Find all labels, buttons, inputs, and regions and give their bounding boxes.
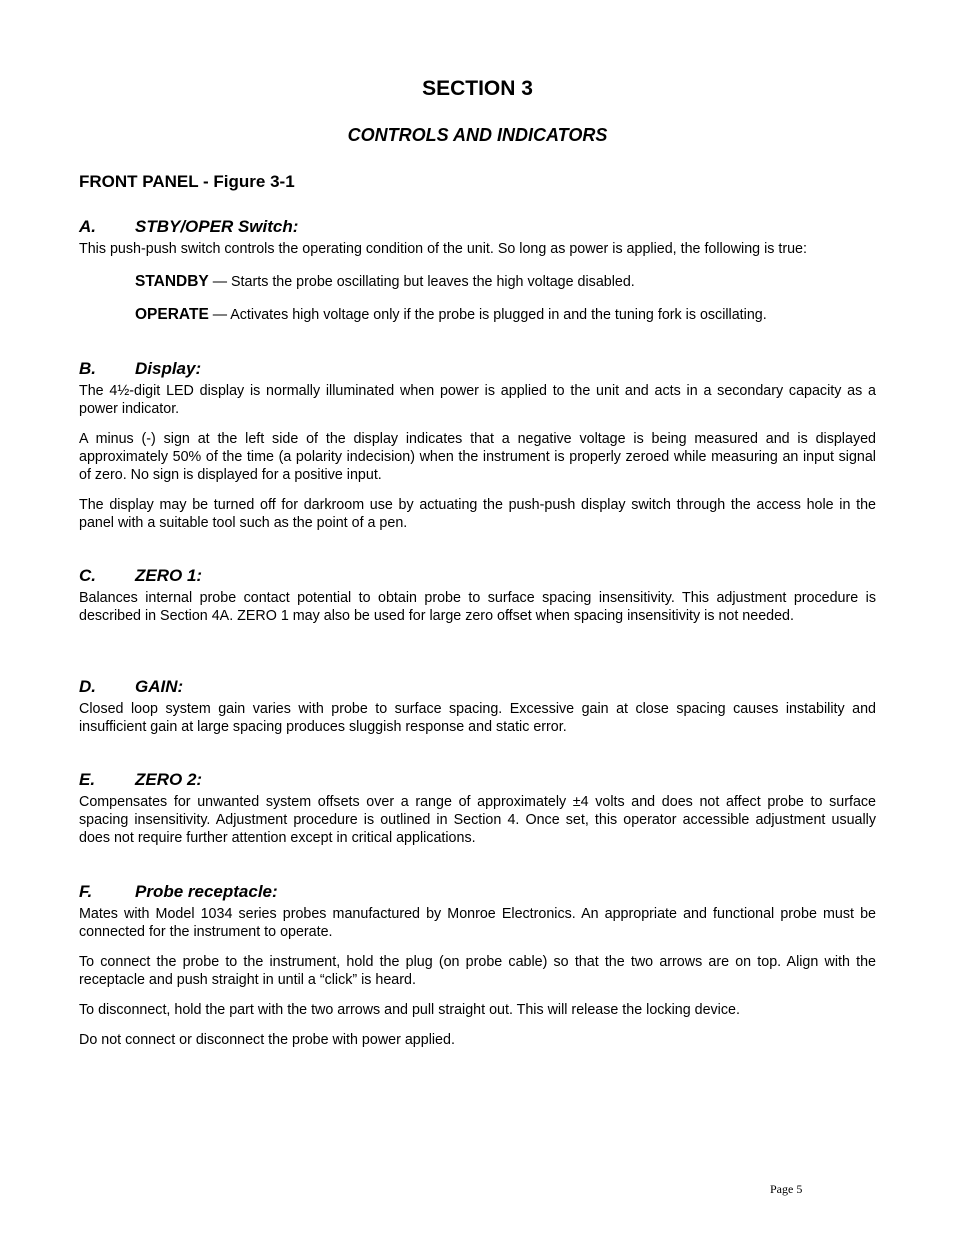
section-e [79, 769, 876, 859]
paragraph: Balances internal probe contact potential to obtain probe to surface spacing insensitivity. This adjustment procedure is described in Section 4A. ZERO 1 may also be used for large zero offset when spacing insensitivity is not needed. [79, 590, 876, 624]
section-letter: F. [79, 882, 93, 901]
paragraph: To disconnect, hold the part with the two arrows and pull straight out. This will release the locking device. [79, 1002, 740, 1018]
paragraph: To connect the probe to the instrument, hold the plug (on probe cable) so that the two arrows are on top. Align with the receptacle and push straight in until a “click” is heard. [79, 954, 876, 988]
section-c [79, 565, 876, 637]
mode-standby [135, 273, 876, 291]
section-letter: E. [79, 770, 96, 789]
paragraph: Mates with Model 1034 series probes manufactured by Monroe Electronics. An appropriate and functional probe must be connected for the instrument to operate. [79, 906, 876, 940]
section-heading-text: STBY/OPER Switch: [135, 217, 299, 236]
paragraph: The display may be turned off for darkroom use by actuating the push-push display switch through the access hole in the panel with a suitable tool such as the point of a pen. [79, 497, 876, 531]
panel-heading: FRONT PANEL - Figure 3-1 [79, 172, 295, 191]
section-b [79, 358, 876, 544]
section-letter: A. [79, 217, 96, 236]
page-number: Page 5 [770, 1182, 803, 1196]
section-letter: C. [79, 566, 96, 585]
section-heading-text: GAIN: [135, 677, 184, 696]
section-heading-text: ZERO 1: [135, 566, 203, 585]
section-letter: B. [79, 359, 96, 378]
section-title: SECTION 3 [422, 77, 533, 100]
section-letter: D. [79, 677, 96, 696]
paragraph: A minus (-) sign at the left side of the display indicates that a negative voltage is being measured and is displayed approximately 50% of the time (a polarity indecision) when the instrument is properly zeroed while measuring an input signal of zero. No sign is displayed for a positive input. [79, 431, 876, 483]
mode-description: — Activates high voltage only if the probe is plugged in and the tuning fork is oscillating. [208, 307, 767, 323]
section-subtitle: CONTROLS AND INDICATORS [347, 125, 608, 145]
section-heading [79, 565, 876, 589]
section-heading [79, 881, 876, 905]
mode-description: — Starts the probe oscillating but leaves the high voltage disabled. [208, 274, 635, 290]
paragraph: Compensates for unwanted system offsets over a range of approximately ±4 volts and does not affect probe to surface spacing insensitivity. Adjustment procedure is outlined in Section 4. Once set, this operator accessible adjustment usually does not require further attention except in critical applications. [79, 794, 876, 846]
paragraph: This push-push switch controls the operating condition of the unit. So long as power is applied, the following is true: [79, 241, 807, 257]
paragraph: Closed loop system gain varies with probe to surface spacing. Excessive gain at close spacing causes instability and insufficient gain at large spacing produces sluggish response and static error. [79, 701, 876, 735]
section-a [79, 216, 876, 339]
paragraph: The 4½-digit LED display is normally illuminated when power is applied to the unit and acts in a secondary capacity as a power indicator. [79, 383, 876, 417]
section-d [79, 676, 876, 748]
section-heading [79, 676, 876, 700]
section-heading-text: ZERO 2: [135, 770, 203, 789]
section-heading-text: Display: [135, 359, 202, 378]
section-heading [79, 216, 876, 240]
section-heading [79, 358, 876, 382]
section-heading [79, 769, 876, 793]
mode-term: OPERATE [135, 306, 209, 323]
section-f [79, 881, 876, 1061]
mode-term: STANDBY [135, 273, 209, 290]
paragraph: Do not connect or disconnect the probe with power applied. [79, 1032, 455, 1048]
section-heading-text: Probe receptacle: [135, 882, 278, 901]
mode-operate [135, 306, 876, 324]
